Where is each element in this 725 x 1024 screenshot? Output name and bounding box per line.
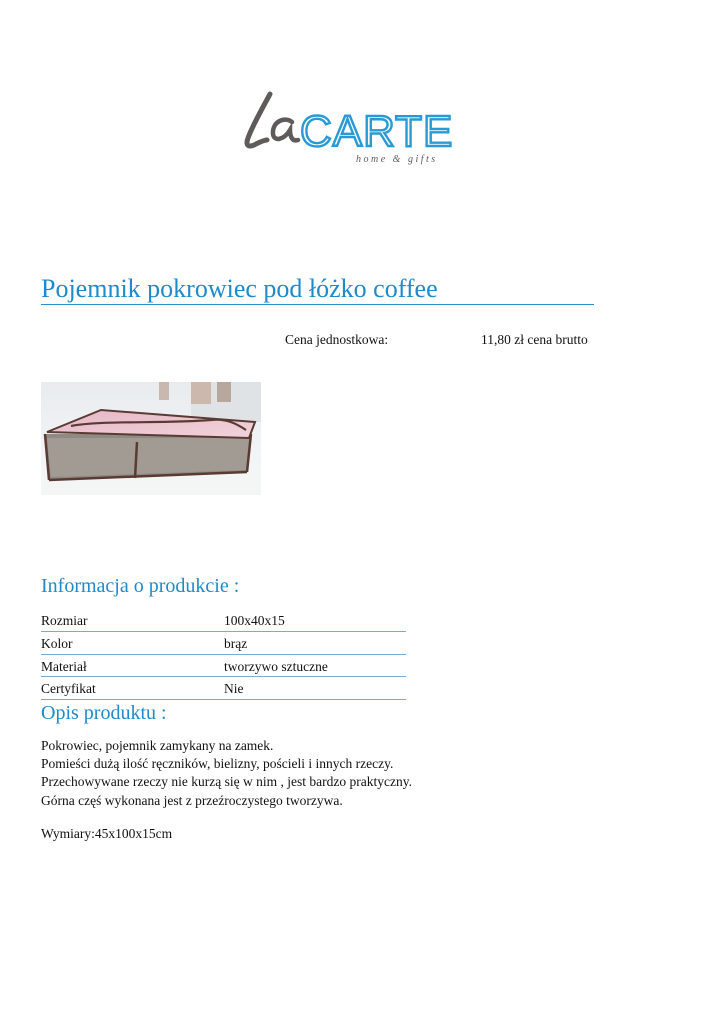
description-line: Pokrowiec, pojemnik zamykany na zamek. xyxy=(41,738,274,753)
spec-value: Nie xyxy=(224,681,244,697)
spec-value: tworzywo sztuczne xyxy=(224,658,328,674)
spec-key: Certyfikat xyxy=(41,681,96,697)
logo-tagline: home & gifts xyxy=(356,154,438,165)
description-line: Przechowywane rzeczy nie kurzą się w nim , jest bardzo praktyczny. xyxy=(41,774,412,790)
product-title: Pojemnik pokrowiec pod łóżko coffee xyxy=(41,274,594,305)
spec-key: Kolor xyxy=(41,635,73,651)
spec-value: brąz xyxy=(224,635,248,651)
dimensions-text: Wymiary:45x100x15cm xyxy=(41,826,173,841)
spec-row-certificate xyxy=(41,677,406,700)
spec-value: 100x40x15 xyxy=(224,613,285,628)
price-value: 11,80 zł cena brutto xyxy=(481,332,588,347)
spec-row-color xyxy=(41,632,406,655)
logo-script-l xyxy=(247,94,270,146)
description-text xyxy=(41,737,412,810)
spec-key: Materiał xyxy=(41,658,87,674)
spec-row-material xyxy=(41,655,406,678)
brand-logo xyxy=(240,88,455,168)
price-label: Cena jednostkowa: xyxy=(285,332,389,347)
spec-key: Rozmiar xyxy=(41,613,88,628)
description-line: Pomieści dużą ilość ręczników, bielizny, pościeli i innych rzeczy. xyxy=(41,756,394,772)
spec-table xyxy=(41,609,406,700)
product-photo xyxy=(41,382,261,495)
description-line: Górna częś wykonana jest z przeźroczystego tworzywa. xyxy=(41,792,343,808)
info-heading: Informacja o produkcie : xyxy=(41,575,240,597)
logo-wordmark: CARTE xyxy=(300,107,454,156)
spec-row-size xyxy=(41,609,406,632)
description-heading: Opis produktu : xyxy=(41,702,167,724)
logo-script-a xyxy=(273,120,298,141)
